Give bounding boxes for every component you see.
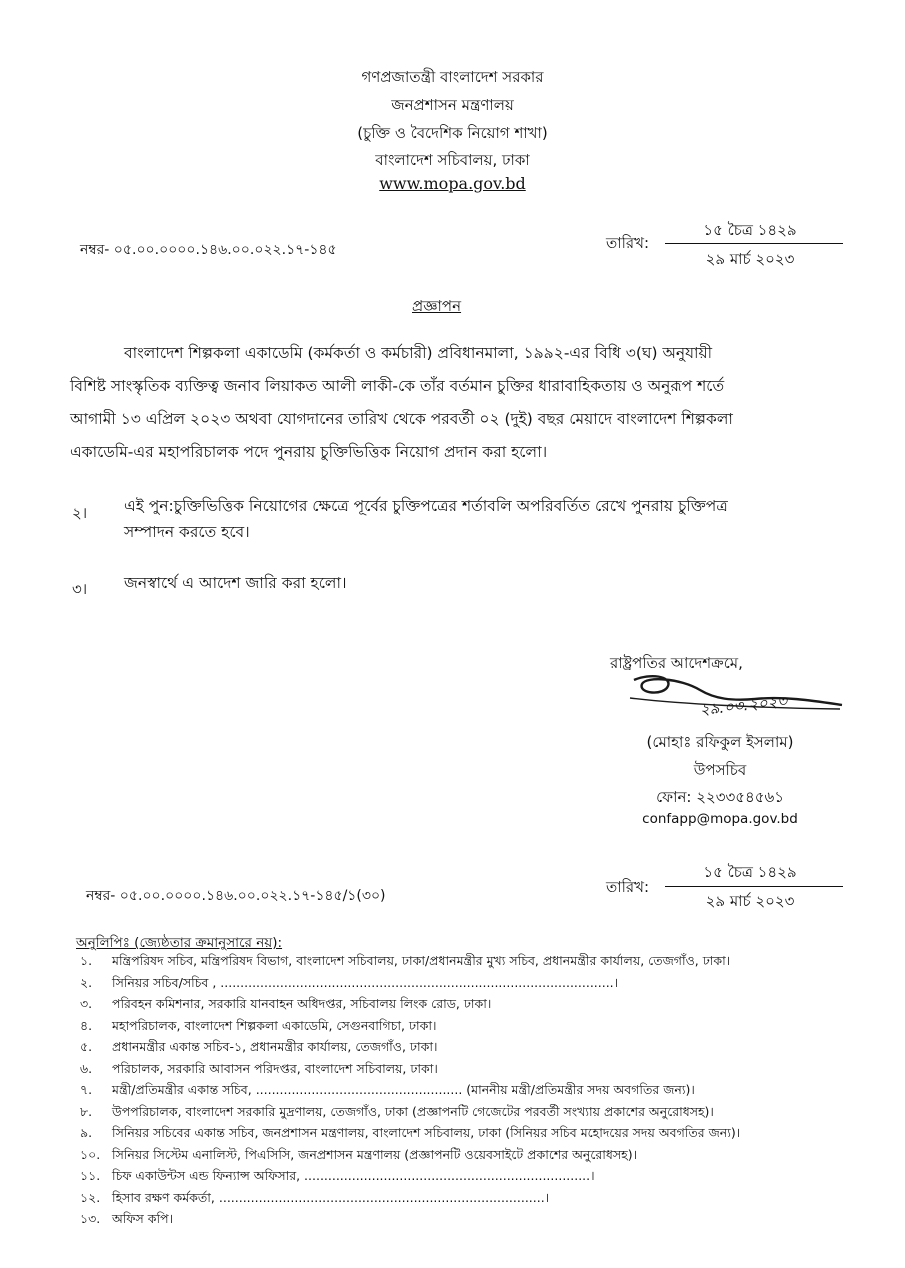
cc-item [80, 1039, 437, 1059]
cc-item-text: মহাপরিচালক, বাংলাদেশ শিল্পকলা একাডেমি, সেগুনবাগিচা, ঢাকা। [112, 1017, 437, 1033]
branch-title: (চুক্তি ও বৈদেশিক নিয়োগ শাখা) [357, 124, 548, 142]
para1-line3: আগামী ১৩ এপ্রিল ২০২৩ অথবা যোগদানের তারিখ থেকে পরবর্তী ০২ (দুই) বছর মেয়াদে বাংলাদেশ শিল্পকলা [70, 410, 733, 428]
item3-text: জনস্বার্থে এ আদেশ জারি করা হলো। [124, 574, 347, 592]
memo2-date-divider [665, 886, 843, 887]
cc-item-text: প্রধানমন্ত্রীর একান্ত সচিব-১, প্রধানমন্ত্রীর কার্যালয়, তেজগাঁও, ঢাকা। [112, 1039, 438, 1054]
signer-email[interactable]: confapp@mopa.gov.bd [642, 811, 798, 827]
memo2-number: নম্বর- ০৫.০০.০০০০.১৪৬.০০.০২২.১৭-১৪৫/১(৩০) [86, 888, 386, 904]
govt-title: গণপ্রজাতন্ত্রী বাংলাদেশ সরকার [361, 68, 544, 86]
cc-item-number: ৮. [80, 1103, 93, 1119]
cc-item [80, 1061, 438, 1081]
item2-number: ২। [72, 504, 88, 522]
cc-item-text: মন্ত্রী/প্রতিমন্ত্রীর একান্ত সচিব, .................................................... (মাননীয় মন্ত্রী/প্রতিমন্ত্রীর সদয় অবগতির জন্য)। [112, 1082, 695, 1097]
cc-item [80, 1082, 695, 1102]
cc-item-number: ৫. [80, 1039, 93, 1054]
cc-item-text: মন্ত্রিপরিষদ সচিব, মন্ত্রিপরিষদ বিভাগ, বাংলাদেশ সচিবালয়, ঢাকা/প্রধানমন্ত্রীর মুখ্য সচিব, প্রধানমন্ত্রীর কার্যালয়, তেজগাঁও, ঢাকা। [112, 953, 731, 968]
para1-line4: একাডেমি-এর মহাপরিচালক পদে পুনরায় চুক্তিভিত্তিক নিয়োগ প্রদান করা হলো। [70, 443, 548, 461]
cc-item-number: ৪. [80, 1017, 93, 1033]
cc-item [80, 1125, 740, 1145]
address-line: বাংলাদেশ সচিবালয়, ঢাকা [375, 151, 530, 169]
item2-line1: এই পুন:চুক্তিভিত্তিক নিয়োগের ক্ষেত্রে পূর্বের চুক্তিপত্রের শর্তাবলি অপরিবর্তিত রেখে পুনরায় চুক্তিপত্র [124, 497, 728, 515]
para1-line2: বিশিষ্ট সাংস্কৃতিক ব্যক্তিত্ব জনাব লিয়াকত আলী লাকী-কে তাঁর বর্তমান চুক্তির ধারাবাহিকতায় ও অনুরূপ শর্তে [70, 377, 725, 395]
date-english: ২৯ মার্চ ২০২৩ [705, 250, 795, 268]
memo-number: নম্বর- ০৫.০০.০০০০.১৪৬.০০.০২২.১৭-১৪৫ [80, 242, 337, 258]
cc-item-text: সিনিয়র সচিবের একান্ত সচিব, জনপ্রশাসন মন্ত্রণালয়, বাংলাদেশ সচিবালয়, ঢাকা (সিনিয়র সচিব মহোদয়ের সদয় অবগতির জন্য)। [112, 1125, 741, 1140]
cc-item [80, 1168, 595, 1188]
date-label: তারিখ: [606, 234, 650, 252]
notification-title: প্রজ্ঞাপন [412, 297, 462, 315]
cc-item-number: ৬. [80, 1060, 93, 1076]
signer-designation: উপসচিব [693, 761, 747, 779]
cc-item [80, 975, 618, 995]
website-wrap [0, 174, 905, 193]
cc-item [80, 1104, 714, 1124]
cc-item-text: পরিবহন কমিশনার, সরকারি যানবাহন অধিদপ্তর, সচিবালয় লিংক রোড, ঢাকা। [112, 996, 492, 1011]
cc-item [80, 953, 730, 973]
cc-item-text: সিনিয়র সিস্টেম এনালিস্ট, পিএসিসি, জনপ্রশাসন মন্ত্রণালয় (প্রজ্ঞাপনটি ওয়েবসাইটে প্রকাশের অনুরোধসহ)। [112, 1146, 638, 1162]
website-link[interactable]: www.mopa.gov.bd [379, 174, 526, 193]
para1-line1: বাংলাদেশ শিল্পকলা একাডেমি (কর্মকর্তা ও কর্মচারী) প্রবিধানমালা, ১৯৯২-এর বিধি ৩(ঘ) অনুযায়ী [124, 344, 713, 362]
cc-item [80, 1147, 637, 1167]
cc-item-number: ৩. [80, 996, 93, 1011]
cc-item-text: হিসাব রক্ষণ কর্মকর্তা, ..................................................................................। [112, 1189, 550, 1205]
cc-item [80, 1190, 549, 1210]
cc-item-number: ১২. [80, 1189, 101, 1205]
cc-item-number: ৯. [80, 1125, 93, 1140]
cc-item-text: সিনিয়র সচিব/সচিব , ...................................................................................................। [112, 974, 619, 990]
cc-item-number: ২. [80, 974, 93, 990]
date-bangla: ১৫ চৈত্র ১৪২৯ [703, 221, 797, 239]
signer-name: (মোহাঃ রফিকুল ইসলাম) [646, 733, 794, 751]
memo2-date-label: তারিখ: [606, 878, 650, 896]
cc-item [80, 1211, 173, 1231]
ministry-title: জনপ্রশাসন মন্ত্রণালয় [391, 96, 514, 114]
cc-heading: অনুলিপিঃ (জ্যেষ্ঠতার ক্রমানুসারে নয়): [76, 935, 283, 951]
date-divider [665, 243, 843, 244]
cc-item-number: ১৩. [80, 1211, 101, 1226]
cc-item-text: অফিস কপি। [112, 1211, 174, 1226]
memo2-date-english: ২৯ মার্চ ২০২৩ [705, 892, 795, 910]
cc-item-text: উপপরিচালক, বাংলাদেশ সরকারি মুদ্রণালয়, তেজগাঁও, ঢাকা (প্রজ্ঞাপনটি গেজেটের পরবর্তী সংখ্যায় প্রকাশের অনুরোধসহ)। [112, 1103, 714, 1119]
item2-line2: সম্পাদন করতে হবে। [124, 523, 250, 541]
cc-item-number: ১. [80, 953, 93, 968]
signer-phone: ফোন: ২২৩৩৫৪৫৬১ [656, 788, 784, 806]
order-line: রাষ্ট্রপতির আদেশক্রমে, [610, 654, 743, 672]
signature-date: ২৯.০৩.২০২৩ [698, 691, 788, 719]
cc-item-text: চিফ একাউন্টস এন্ড ফিন্যান্স অফিসার, ........................................................................। [112, 1168, 595, 1183]
cc-item-number: ১১. [80, 1168, 101, 1183]
cc-item-text: পরিচালক, সরকারি আবাসন পরিদপ্তর, বাংলাদেশ সচিবালয়, ঢাকা। [112, 1060, 438, 1076]
cc-item-number: ১০. [80, 1146, 101, 1162]
item3-number: ৩। [72, 580, 88, 598]
cc-item [80, 996, 491, 1016]
cc-item-number: ৭. [80, 1082, 93, 1097]
cc-item [80, 1018, 437, 1038]
memo2-date-bangla: ১৫ চৈত্র ১৪২৯ [703, 863, 797, 881]
